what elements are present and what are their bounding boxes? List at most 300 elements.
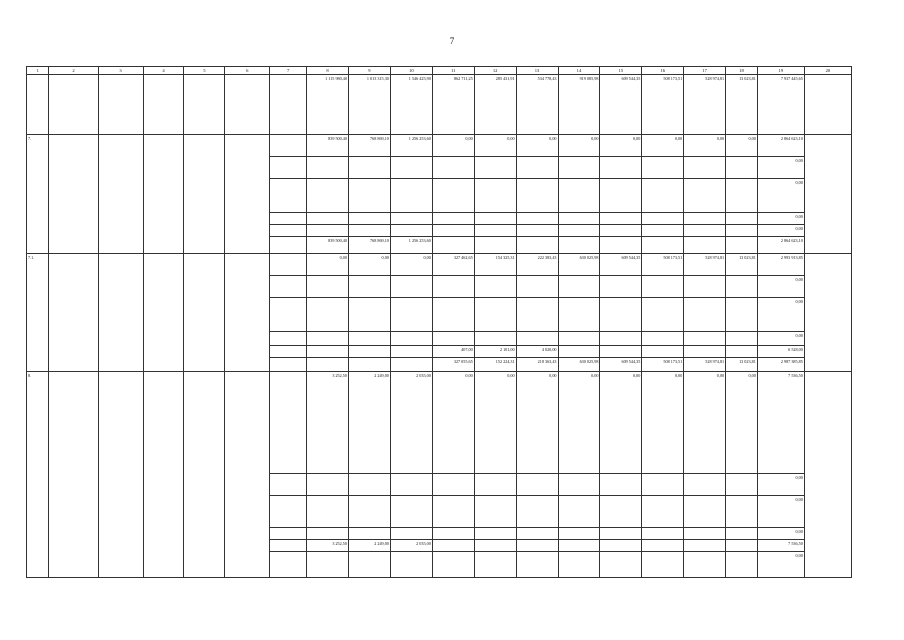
amount-cell: 1 256 253,60 [390, 135, 432, 157]
amount-cell [516, 540, 558, 552]
amount-cell [684, 496, 726, 528]
amount-cell: 768 869,10 [348, 237, 390, 254]
measure-name [49, 135, 98, 254]
amount-cell: 2 993 913,85 [757, 254, 804, 276]
amount-cell [307, 474, 349, 496]
amount-cell: 768 869,10 [348, 135, 390, 157]
amount-cell: 2 864 623,10 [757, 237, 804, 254]
amount-cell: 2 101,00 [474, 346, 516, 358]
amount-cell: 0,00 [757, 552, 804, 578]
amount-cell [516, 528, 558, 540]
column-number: 11 [432, 67, 474, 75]
amount-cell: 2 249,00 [348, 372, 390, 474]
amount-cell: 154 325,31 [474, 254, 516, 276]
amount-cell [726, 157, 758, 179]
amount-cell [642, 237, 684, 254]
amount-cell [432, 213, 474, 225]
amount-cell [474, 213, 516, 225]
amount-cell [684, 276, 726, 298]
funding-source-label [270, 358, 307, 372]
amount-cell [474, 496, 516, 528]
amount-cell: 407,00 [432, 346, 474, 358]
period-cell [184, 135, 225, 254]
amount-cell: 13 023,81 [726, 75, 758, 135]
column-number: 4 [143, 67, 184, 75]
amount-cell [642, 552, 684, 578]
amount-cell [726, 213, 758, 225]
amount-cell [642, 496, 684, 528]
amount-cell [348, 157, 390, 179]
responsible-executor [143, 372, 184, 578]
column-number: 19 [757, 67, 804, 75]
amount-cell: 285 431,91 [474, 75, 516, 135]
amount-cell [642, 540, 684, 552]
target-indicator [804, 372, 851, 578]
column-number: 18 [726, 67, 758, 75]
column-number: 13 [516, 67, 558, 75]
amount-cell [390, 213, 432, 225]
amount-cell: 7 536,50 [757, 372, 804, 474]
amount-cell: 0,00 [757, 213, 804, 225]
amount-cell: 1 013 315,30 [348, 75, 390, 135]
amount-cell [684, 474, 726, 496]
amount-cell [600, 474, 642, 496]
amount-cell [432, 332, 474, 346]
funding-row [27, 372, 852, 474]
amount-cell [307, 179, 349, 213]
amount-cell [307, 528, 349, 540]
amount-cell [642, 528, 684, 540]
amount-cell [558, 540, 600, 552]
amount-cell [600, 528, 642, 540]
amount-cell [516, 474, 558, 496]
amount-cell [642, 474, 684, 496]
period-cell [184, 372, 225, 578]
column-number: 3 [98, 67, 143, 75]
funding-source-label [270, 474, 307, 496]
amount-cell [474, 237, 516, 254]
amount-cell [307, 276, 349, 298]
amount-cell [642, 346, 684, 358]
continued-row [27, 75, 852, 135]
continued-cell [49, 75, 98, 135]
amount-cell [432, 474, 474, 496]
column-number: 7 [270, 67, 307, 75]
amount-cell [600, 552, 642, 578]
amount-cell [600, 346, 642, 358]
amount-cell [390, 496, 432, 528]
column-number: 5 [184, 67, 225, 75]
amount-cell [600, 276, 642, 298]
amount-cell: 0,00 [642, 372, 684, 474]
amount-cell [474, 332, 516, 346]
amount-cell [474, 276, 516, 298]
amount-cell [558, 179, 600, 213]
amount-cell: 862 711,25 [432, 75, 474, 135]
amount-cell [600, 225, 642, 237]
target-indicator [804, 254, 851, 372]
funding-row [27, 254, 852, 276]
row-number: 7.1. [27, 254, 49, 372]
funding-source-label [270, 528, 307, 540]
period-cell [184, 254, 225, 372]
amount-cell [558, 225, 600, 237]
amount-cell: 2 864 623,10 [757, 135, 804, 157]
amount-cell [432, 552, 474, 578]
amount-cell: 2 987 385,85 [757, 358, 804, 372]
amount-cell [432, 496, 474, 528]
amount-cell [684, 540, 726, 552]
amount-cell: 508 173,51 [642, 358, 684, 372]
amount-cell [348, 346, 390, 358]
amount-cell [642, 276, 684, 298]
amount-cell [684, 528, 726, 540]
amount-cell: 1 115 980,40 [307, 75, 349, 135]
amount-cell: 0,00 [558, 135, 600, 157]
amount-cell: 1 256 253,60 [390, 237, 432, 254]
amount-cell [474, 225, 516, 237]
amount-cell: 13 023,81 [726, 358, 758, 372]
amount-cell [432, 179, 474, 213]
amount-cell [307, 332, 349, 346]
amount-cell [600, 496, 642, 528]
amount-cell [726, 346, 758, 358]
target-indicator [804, 135, 851, 254]
continued-coexecutors [225, 75, 270, 135]
amount-cell: 0,00 [390, 254, 432, 276]
amount-cell: 7 937 445,65 [757, 75, 804, 135]
amount-cell: 0,00 [757, 276, 804, 298]
amount-cell [474, 157, 516, 179]
column-number: 10 [390, 67, 432, 75]
measure-purpose [98, 135, 143, 254]
amount-cell [558, 552, 600, 578]
amount-cell: 0,00 [757, 496, 804, 528]
amount-cell [348, 332, 390, 346]
amount-cell [642, 332, 684, 346]
amount-cell: 508 173,51 [642, 254, 684, 276]
column-number: 2 [49, 67, 98, 75]
responsible-executor [143, 135, 184, 254]
amount-cell [516, 179, 558, 213]
amount-cell: 0,00 [600, 372, 642, 474]
amount-cell [307, 552, 349, 578]
funding-source-label [270, 276, 307, 298]
funding-source-label [270, 346, 307, 358]
amount-cell [726, 332, 758, 346]
amount-cell [684, 346, 726, 358]
amount-cell [432, 157, 474, 179]
amount-cell [600, 332, 642, 346]
amount-cell: 218 363,43 [516, 358, 558, 372]
amount-cell: 0,00 [757, 474, 804, 496]
amount-cell: 0,00 [348, 254, 390, 276]
amount-cell [516, 157, 558, 179]
row-number: 7. [27, 135, 49, 254]
amount-cell: 4 020,00 [516, 346, 558, 358]
amount-cell: 0,00 [474, 372, 516, 474]
amount-cell [726, 298, 758, 332]
amount-cell: 839 500,40 [307, 135, 349, 157]
amount-cell [307, 298, 349, 332]
amount-cell [390, 157, 432, 179]
column-number: 1 [27, 67, 49, 75]
amount-cell [642, 213, 684, 225]
amount-cell: 839 500,40 [307, 237, 349, 254]
amount-cell [390, 552, 432, 578]
amount-cell [558, 332, 600, 346]
page-number: 7 [449, 36, 455, 46]
amount-cell: 0,00 [516, 135, 558, 157]
funding-source-label [270, 237, 307, 254]
funding-source-label [270, 225, 307, 237]
amount-cell [348, 213, 390, 225]
amount-cell: 0,00 [600, 135, 642, 157]
amount-cell [684, 225, 726, 237]
amount-cell [348, 358, 390, 372]
amount-cell [726, 540, 758, 552]
column-number: 12 [474, 67, 516, 75]
amount-cell [516, 225, 558, 237]
amount-cell: 0,00 [757, 157, 804, 179]
amount-cell: 327 055,65 [432, 358, 474, 372]
amount-cell: 630 025,98 [558, 254, 600, 276]
amount-cell [348, 225, 390, 237]
column-number: 9 [348, 67, 390, 75]
funding-source-label [270, 254, 307, 276]
amount-cell: 0,00 [558, 372, 600, 474]
amount-cell [474, 474, 516, 496]
amount-cell: 0,00 [474, 135, 516, 157]
amount-cell [432, 540, 474, 552]
amount-cell [558, 157, 600, 179]
funding-source-label [270, 135, 307, 157]
amount-cell: 0,00 [684, 135, 726, 157]
amount-cell: 0,00 [726, 135, 758, 157]
measure-purpose [98, 372, 143, 578]
amount-cell: 0,00 [642, 135, 684, 157]
amount-cell [348, 528, 390, 540]
continued-indicator [804, 75, 851, 135]
amount-cell [600, 179, 642, 213]
amount-cell [726, 225, 758, 237]
amount-cell [432, 276, 474, 298]
measure-name [49, 254, 98, 372]
amount-cell [307, 496, 349, 528]
amount-cell [390, 474, 432, 496]
amount-cell [684, 552, 726, 578]
funding-source-label [270, 298, 307, 332]
amount-cell: 534 778,43 [516, 75, 558, 135]
amount-cell [307, 225, 349, 237]
amount-cell: 3 252,50 [307, 540, 349, 552]
amount-cell: 1 546 425,90 [390, 75, 432, 135]
amount-cell: 2 249,00 [348, 540, 390, 552]
amount-cell: 2 035,00 [390, 540, 432, 552]
amount-cell: 0,00 [432, 372, 474, 474]
amount-cell: 508 173,51 [642, 75, 684, 135]
amount-cell: 0,00 [432, 135, 474, 157]
amount-cell [516, 237, 558, 254]
row-number: 8. [27, 372, 49, 578]
amount-cell [558, 237, 600, 254]
amount-cell: 609 544,35 [600, 358, 642, 372]
column-number: 6 [225, 67, 270, 75]
amount-cell [474, 552, 516, 578]
amount-cell [684, 237, 726, 254]
amount-cell: 0,00 [757, 225, 804, 237]
amount-cell [516, 496, 558, 528]
column-number: 8 [307, 67, 349, 75]
co-executors [225, 135, 270, 254]
funding-source-label [270, 213, 307, 225]
amount-cell [474, 298, 516, 332]
amount-cell [642, 179, 684, 213]
amount-cell [432, 528, 474, 540]
amount-cell [600, 298, 642, 332]
amount-cell [474, 179, 516, 213]
amount-cell [390, 276, 432, 298]
amount-cell [726, 179, 758, 213]
amount-cell: 0,00 [757, 528, 804, 540]
amount-cell: 609 544,35 [600, 75, 642, 135]
amount-cell [348, 496, 390, 528]
amount-cell [642, 225, 684, 237]
amount-cell [390, 528, 432, 540]
responsible-executor [143, 254, 184, 372]
amount-cell [642, 298, 684, 332]
column-number-row [27, 67, 852, 75]
funding-source-label [270, 179, 307, 213]
amount-cell: 3 252,50 [307, 372, 349, 474]
amount-cell [307, 157, 349, 179]
amount-cell [390, 179, 432, 213]
amount-cell: 0,00 [757, 298, 804, 332]
amount-cell [432, 225, 474, 237]
amount-cell: 13 023,81 [726, 254, 758, 276]
amount-cell [474, 528, 516, 540]
amount-cell: 0,00 [516, 372, 558, 474]
amount-cell: 327 462,65 [432, 254, 474, 276]
amount-cell [684, 157, 726, 179]
amount-cell [307, 346, 349, 358]
amount-cell [474, 540, 516, 552]
amount-cell: 528 974,81 [684, 75, 726, 135]
amount-cell [600, 540, 642, 552]
amount-cell [390, 298, 432, 332]
amount-cell [516, 298, 558, 332]
amount-cell: 0,00 [757, 179, 804, 213]
amount-cell [558, 298, 600, 332]
amount-cell: 609 544,35 [600, 254, 642, 276]
funding-source-label [270, 372, 307, 474]
measure-purpose [98, 254, 143, 372]
amount-cell [558, 496, 600, 528]
co-executors [225, 254, 270, 372]
amount-cell [558, 276, 600, 298]
amount-cell [642, 157, 684, 179]
amount-cell [432, 237, 474, 254]
amount-cell: 0,00 [307, 254, 349, 276]
amount-cell [600, 213, 642, 225]
co-executors [225, 372, 270, 578]
program-table [26, 66, 852, 578]
amount-cell: 6 528,00 [757, 346, 804, 358]
amount-cell [432, 298, 474, 332]
amount-cell [390, 346, 432, 358]
amount-cell [390, 358, 432, 372]
amount-cell [390, 225, 432, 237]
funding-source-label [270, 552, 307, 578]
amount-cell: 0,00 [684, 372, 726, 474]
amount-cell [726, 552, 758, 578]
amount-cell [516, 332, 558, 346]
amount-cell [516, 552, 558, 578]
amount-cell [684, 213, 726, 225]
column-number: 15 [600, 67, 642, 75]
continued-cell [143, 75, 184, 135]
continued-cell [27, 75, 49, 135]
amount-cell [684, 332, 726, 346]
funding-row [27, 135, 852, 157]
amount-cell [600, 237, 642, 254]
funding-source-label [270, 157, 307, 179]
funding-source-label [270, 496, 307, 528]
continued-cell [98, 75, 143, 135]
amount-cell: 0,00 [757, 332, 804, 346]
continued-source-label [270, 75, 307, 135]
amount-cell: 7 536,50 [757, 540, 804, 552]
amount-cell [600, 157, 642, 179]
amount-cell: 0,00 [726, 372, 758, 474]
amount-cell [516, 276, 558, 298]
amount-cell [684, 179, 726, 213]
amount-cell [726, 496, 758, 528]
column-number: 20 [804, 67, 851, 75]
funding-source-label [270, 540, 307, 552]
amount-cell [558, 474, 600, 496]
amount-cell [348, 474, 390, 496]
amount-cell [684, 298, 726, 332]
amount-cell: 2 035,00 [390, 372, 432, 474]
column-number: 14 [558, 67, 600, 75]
amount-cell [307, 213, 349, 225]
column-number: 16 [642, 67, 684, 75]
amount-cell [558, 213, 600, 225]
amount-cell: 528 974,81 [684, 358, 726, 372]
amount-cell [558, 346, 600, 358]
measure-name [49, 372, 98, 578]
funding-source-label [270, 332, 307, 346]
amount-cell [348, 179, 390, 213]
column-number: 17 [684, 67, 726, 75]
amount-cell [307, 358, 349, 372]
amount-cell: 222 383,43 [516, 254, 558, 276]
amount-cell [348, 298, 390, 332]
amount-cell: 528 974,81 [684, 254, 726, 276]
amount-cell [726, 474, 758, 496]
amount-cell [726, 528, 758, 540]
amount-cell: 152 224,31 [474, 358, 516, 372]
amount-cell [390, 332, 432, 346]
amount-cell [726, 276, 758, 298]
amount-cell: 919 085,98 [558, 75, 600, 135]
continued-cell [184, 75, 225, 135]
amount-cell [348, 552, 390, 578]
amount-cell: 630 025,98 [558, 358, 600, 372]
amount-cell [516, 213, 558, 225]
amount-cell [558, 528, 600, 540]
